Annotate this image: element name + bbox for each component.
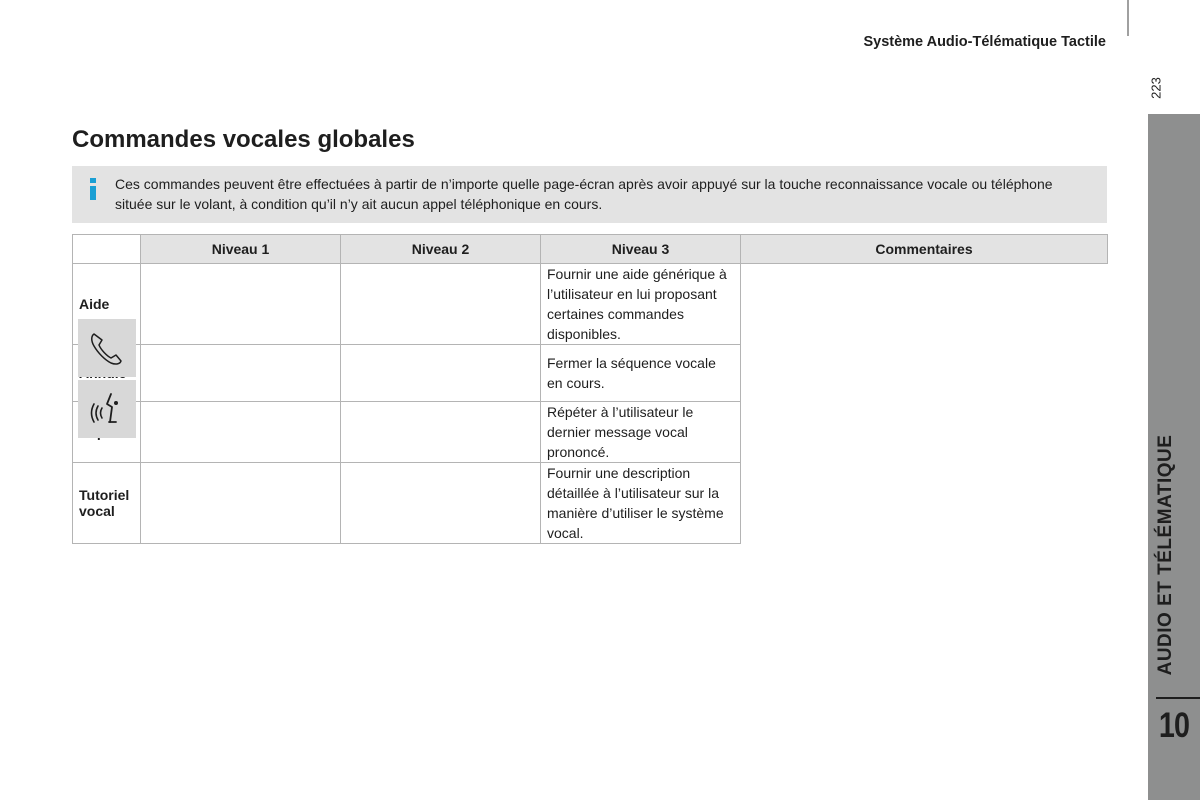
cell-comment: Répéter à l’utilisateur le dernier message vocal prononcé. bbox=[541, 402, 741, 463]
cell-level2 bbox=[141, 402, 341, 463]
voice-command-icon bbox=[78, 380, 136, 438]
voice-command-icon-box bbox=[78, 380, 136, 438]
phone-icon bbox=[78, 319, 136, 377]
icon-column bbox=[73, 235, 141, 264]
cell-level3 bbox=[341, 345, 541, 402]
cell-comment: Fermer la séquence vocale en cours. bbox=[541, 345, 741, 402]
cell-level2 bbox=[141, 463, 341, 544]
cell-comment: Fournir une description détaillée à l’utilisateur sur la manière d’utiliser le système vocal. bbox=[541, 463, 741, 544]
running-header-title: Système Audio-Télématique Tactile bbox=[863, 34, 1106, 50]
cell-level1: Aide bbox=[73, 264, 141, 345]
info-box bbox=[72, 166, 1107, 223]
cell-level2 bbox=[141, 264, 341, 345]
column-header-comments: Commentaires bbox=[741, 235, 1108, 264]
cell-level3 bbox=[341, 402, 541, 463]
info-text: Ces commandes peuvent être effectuées à partir de n’importe quelle page-écran après avoir appuyé sur la touche reconnaissance vocale ou téléphone située sur le volant, à condition qu’il n’y ait aucun appel téléphonique en cours. bbox=[115, 176, 1053, 212]
voice-commands-table bbox=[72, 234, 1108, 544]
table-row bbox=[73, 345, 1108, 402]
table-row bbox=[73, 402, 1108, 463]
page-number: 223 bbox=[1148, 77, 1164, 99]
chapter-number: 10 bbox=[1158, 706, 1190, 745]
chapter-tab-divider bbox=[1156, 697, 1200, 699]
header-divider bbox=[1127, 0, 1129, 36]
table-header-row bbox=[73, 235, 1108, 264]
cell-level3 bbox=[341, 463, 541, 544]
table-row bbox=[73, 264, 1108, 345]
chapter-tab-label: AUDIO ET TÉLÉMATIQUE bbox=[1155, 434, 1176, 676]
cell-level3 bbox=[341, 264, 541, 345]
column-header-level1: Niveau 1 bbox=[141, 235, 341, 264]
info-icon bbox=[86, 176, 100, 202]
table-row bbox=[73, 463, 1108, 544]
section-title: Commandes vocales globales bbox=[72, 126, 415, 153]
cell-comment: Fournir une aide générique à l’utilisateur en lui proposant certaines commandes disponibles. bbox=[541, 264, 741, 345]
cell-level2 bbox=[141, 345, 341, 402]
cell-level1: Tutoriel vocal bbox=[73, 463, 141, 544]
column-header-level3: Niveau 3 bbox=[541, 235, 741, 264]
column-header-level2: Niveau 2 bbox=[341, 235, 541, 264]
phone-icon-box bbox=[78, 319, 136, 377]
